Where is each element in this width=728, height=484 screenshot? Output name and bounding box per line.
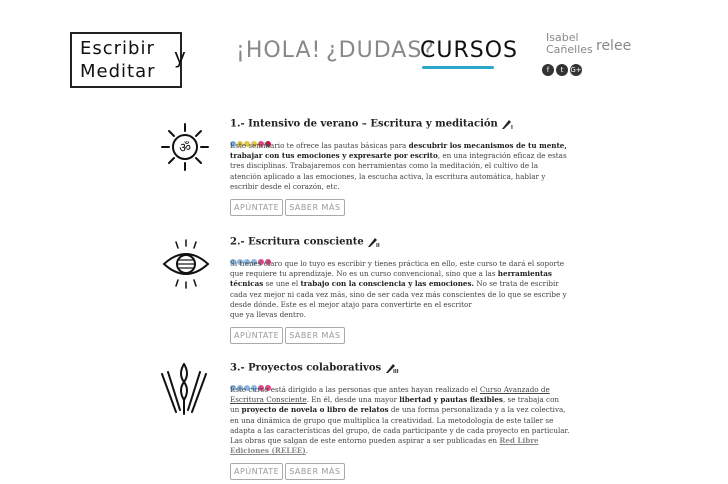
relee-logo[interactable]: relee <box>596 38 632 54</box>
desc-text: No se trata de escribir cada vez mejor ni cada vez más, sino de ser cada vez más conscientes de lo que se escribe y desde dónde. Este es el mejor atajo para convertirte en el escritor <box>230 279 567 309</box>
eye-icon <box>160 238 212 290</box>
facebook-icon[interactable]: f <box>542 64 554 76</box>
desc-text: un <box>230 405 242 415</box>
course-link[interactable]: Curso Avanzado de Escritura Consciente <box>230 385 550 405</box>
course-title-1[interactable] <box>230 118 570 130</box>
desc-text: que ya llevas dentro. <box>230 310 306 320</box>
course-description <box>230 141 570 192</box>
course-card-3 <box>230 362 570 477</box>
color-dots <box>230 250 570 257</box>
course-card-1 <box>230 118 570 213</box>
om-sun-icon <box>160 120 210 174</box>
desc-bold: libertad y pautas flexibles <box>399 395 503 405</box>
author-name[interactable] <box>546 32 593 56</box>
logo-line-2: Meditar <box>80 61 156 82</box>
author-line-2: Cañelles <box>546 43 593 56</box>
course-title-2[interactable] <box>230 236 570 248</box>
desc-bold: herramientas técnicas <box>230 269 552 289</box>
pen-level-icon <box>501 118 515 130</box>
course-title-3[interactable] <box>230 362 570 374</box>
nav-active-underline <box>422 66 494 69</box>
desc-bold: proyecto de novela o libro de relatos <box>241 405 389 415</box>
author-line-1: Isabel <box>546 31 579 44</box>
color-dots <box>230 376 570 383</box>
saber-mas-button[interactable]: SABER MÁS <box>285 327 344 344</box>
svg-text:ॐ: ॐ <box>179 141 191 156</box>
nav-dudas[interactable]: ¿DUDAS? <box>326 38 435 63</box>
site-logo[interactable] <box>70 32 182 88</box>
logo-line-1: Escribir <box>80 38 155 59</box>
desc-text: , se trabaja con <box>502 395 560 405</box>
course-description <box>230 259 570 320</box>
nav-hola[interactable]: ¡HOLA! <box>236 38 322 63</box>
desc-bold: trabajo con la consciencia y las emociones. <box>300 279 475 289</box>
level-label: III <box>392 369 399 374</box>
google-plus-icon[interactable]: G+ <box>570 66 582 74</box>
level-label: I <box>511 125 514 130</box>
apuntate-button[interactable]: APÚNTATE <box>230 199 283 216</box>
desc-text: . <box>305 446 309 456</box>
desc-bold: descubrir los mecanismos de tu mente, trabajar con tus emociones y expresarte por escrito <box>230 141 567 161</box>
apuntate-button[interactable]: APÚNTATE <box>230 463 283 480</box>
pen-level-icon <box>385 362 399 374</box>
desc-text: Este seminario te ofrece las pautas básicas para <box>230 141 409 150</box>
apuntate-button[interactable]: APÚNTATE <box>230 327 283 344</box>
desc-text: Este curso está dirigido a las personas que antes hayan realizado el <box>230 385 480 394</box>
saber-mas-button[interactable]: SABER MÁS <box>285 199 344 216</box>
level-label: II <box>376 243 380 248</box>
course-card-2 <box>230 236 570 341</box>
nav-cursos[interactable]: CURSOS <box>420 38 518 63</box>
desc-text: se une el <box>263 279 301 289</box>
desc-text: Si tienes claro que lo tuyo es escribir y tienes práctica en ello, este curso te dará el soporte que requiere tu aprendizaje. No es un curso convencional, sino que a las <box>230 259 565 279</box>
course-title-text: 2.- Escritura consciente <box>230 236 364 248</box>
logo-y: y <box>174 44 186 68</box>
course-description <box>230 385 570 456</box>
color-dots <box>230 132 570 139</box>
course-title-text: 3.- Proyectos colaborativos <box>230 362 382 374</box>
saber-mas-button[interactable]: SABER MÁS <box>285 463 344 480</box>
pen-level-icon <box>367 236 381 248</box>
course-title-text: 1.- Intensivo de verano – Escritura y meditación <box>230 118 498 130</box>
desc-text: , en una integración eficaz de estas tres disciplinas. Trabajaremos con herramientas como la meditación, el cultivo de la atención aplicado a las emociones, la escucha activa, la escritura automática, hablar y escribir desde el corazón, etc. <box>230 151 567 191</box>
desc-text: de una forma personalizada y a la vez colectiva, en una dinámica de grupo que multiplica la creatividad. La metodología de este taller se adapta a las características del grupo, de cada participante y de cada proyecto en particular. Las obras que salgan de este entorno pueden aspirar a ser publicadas en <box>230 405 570 446</box>
desc-text: . En él, desde una mayor <box>306 395 400 405</box>
relee-link[interactable]: Red Libre Ediciones (RELEE) <box>230 436 539 456</box>
pens-icon <box>156 360 212 418</box>
twitter-icon[interactable]: t <box>556 64 568 76</box>
